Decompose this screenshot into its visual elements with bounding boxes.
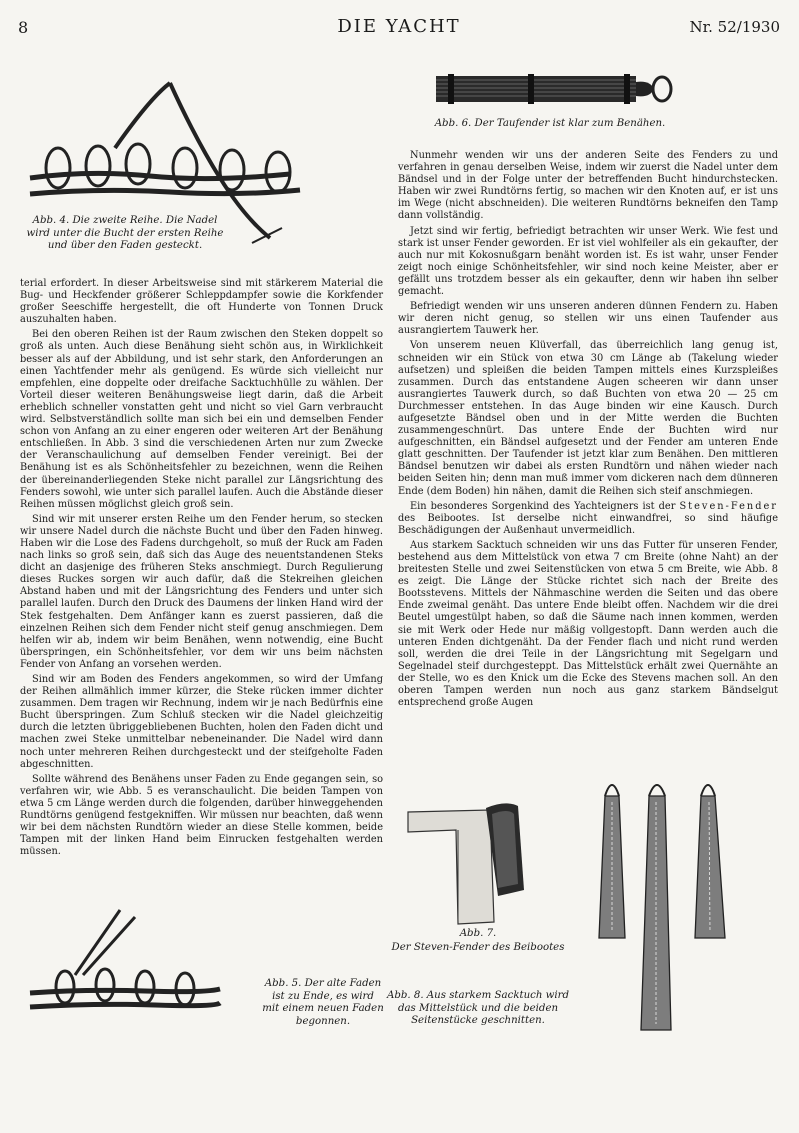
text-fragment: des Beibootes. Ist derselbe nicht einwandfrei, so sind häufige Beschädigungen der Außenhaut unvermeidlich. [398, 512, 778, 536]
caption-abb7-text: Der Steven-Fender des Beibootes [391, 942, 565, 953]
figure-8-illustration [585, 778, 765, 1033]
spaced-term: Steven-Fender [679, 500, 778, 512]
figure-6-illustration [428, 62, 678, 114]
left-column [20, 278, 383, 861]
journal-title: DIE YACHT [337, 16, 461, 37]
right-paragraph: Nunmehr wenden wir uns der anderen Seite des Fenders zu und verfahren in genau derselben Weise, indem wir zuerst die Nadel unter dem Bändsel und in der Folge unter der betreffenden Bucht hindurchstecken. Haben wir zwei Rundtörns fertig, so machen wir den Knoten auf, er ist uns im Wege (nicht abschneiden). Die weiteren Rundtörns bekneifen den Tamp dann vollständig. [398, 150, 778, 222]
right-paragraph: Von unserem neuen Klüverfall, das überreichlich lang genug ist, schneiden wir ein Stück von etwa 30 cm Länge ab (Takelung wieder aufsetzen) und spleißen die beiden Tampen mittels eines Kurzspleißes zusammen. Durch das entstandene Augen scheeren wir dann unser ausrangiertes Tauwerk durch, so daß Buchten von etwa 20 — 25 cm Durchmesser entstehen. In das Auge binden wir eine Kausch. Durch aufgesetzte Bändsel oben und in der Mitte werden die Buchten zusammengeschnürt. Das untere Ende der Buchten wird nur aufgeschnitten, ein Bändsel aufgesetzt und der Fender am unteren Ende glatt geschnitten. Der Taufender ist jetzt klar zum Benähen. Den mittleren Bändsel benutzen wir dabei als ersten Rundtörn und nähen wieder nach beiden Seiten hin; denn man muß immer vom dickeren nach dem dünneren Ende (dem Boden) hin nähen, damit die Reihen sich steif anschmiegen. [398, 340, 778, 497]
left-paragraph: Sollte während des Benähens unser Faden zu Ende gegangen sein, so verfahren wir, wie Abb. 5 es veranschaulicht. Die beiden Tampen von etwa 5 cm Länge werden durch die folgenden, darüber hinweggehenden Rundtörns genügend festgekniffen. Wir müssen nur beachten, daß wenn wir bei dem nächsten Rundtörn wieder an diese Stelle kommen, beide Tampen mit der linken Hand beim Einrucken festgehalten werden müssen. [20, 773, 383, 858]
caption-abb4: Abb. 4. Die zweite Reihe. Die Nadel wird unter die Bucht der ersten Reihe und über den Faden gesteckt. [26, 215, 224, 251]
figure-5-illustration [25, 905, 225, 1035]
caption-abb8: Abb. 8. Aus starkem Sacktuch wird das Mittelstück und die beiden Seitenstücke geschnitten. [386, 990, 570, 1026]
left-paragraph: Sind wir mit unserer ersten Reihe um den Fender herum, so stecken wir unsere Nadel durch die nächste Bucht und über den Faden hinweg. Haben wir die Lose des Fadens durchgeholt, so muß der Ruck am Faden nach links so groß sein, daß sich das Auge des neuentstandenen Steks dicht an dasjenige des früheren Steks anschmiegt. Durch Regulierung dieses Ruckes sorgen wir auch dafür, daß die Stekreihen gleichen Abstand haben und mit der Längsrichtung des Fenders und unter sich parallel laufen. Durch den Druck des Daumens der linken Hand wird der Stek festgehalten. Dem Anfänger kann es zuerst passieren, daß die einzelnen Reihen sich dem Fender nicht steif genug anschmiegen. Dem helfen wir ab, indem wir beim Benähen, wenn notwendig, eine Bucht überspringen, ein Schönheitsfehler, vor dem wir uns beim nächsten Fender von Anfang an vorsehen werden. [20, 513, 383, 670]
page-header [18, 14, 780, 40]
text-fragment: Ein besonderes Sorgenkind des Yachteigners ist der [410, 500, 676, 512]
right-column [398, 150, 778, 712]
right-paragraph [398, 501, 778, 537]
caption-abb7-title: Abb. 7. [459, 928, 497, 939]
figure-7-illustration [398, 800, 558, 930]
right-paragraph: Befriedigt wenden wir uns unseren anderen dünnen Fendern zu. Haben wir deren nicht genug, so stellen wir uns einen Taufender aus ausrangiertem Tauwerk her. [398, 301, 778, 337]
issue-number: Nr. 52/1930 [689, 18, 780, 36]
right-paragraph: Aus starkem Sacktuch schneiden wir uns das Futter für unseren Fender, bestehend aus dem Mittelstück von etwa 7 cm Breite (ohne Naht) an der breitesten Stelle und zwei Seitenstücken von etwa 5 cm Breite, wie Abb. 8 es zeigt. Die Länge der Stücke richtet sich nach der Breite des Bootsstevens. Mittels der Nähmaschine werden die Seiten und das obere Ende zweimal genäht. Das untere Ende bleibt offen. Nachdem wir die drei Beutel umgestülpt haben, so daß die Säume nach innen kommen, werden sie mit Werk oder Hede nur mäßig vollgestopft. Dann werden auch die unteren Enden dichtgenäht. Da der Fender flach und nicht rund werden soll, werden die drei Teile in der Längsrichtung mit Segelgarn und Segelnadel steif durchgesteppt. Das Mittelstück erhält zwei Quernähte an der Stelle, wo es den Knick um die Ecke des Stevens machen soll. An den oberen Tampen werden nun noch aus ganz starkem Bändselgut entsprechend große Augen [398, 539, 778, 709]
caption-abb5: Abb. 5. Der alte Faden ist zu Ende, es wird mit einem neuen Faden begonnen. [262, 978, 384, 1027]
page-number: 8 [18, 18, 29, 37]
right-paragraph: Jetzt sind wir fertig, befriedigt betrachten wir unser Werk. Wie fest und stark ist unser Fender geworden. Er ist viel wohlfeiler als ein gekaufter, der auch nur mit Kokosnußgarn benäht worden ist. Es ist wahr, unser Fender zeigt noch einige Schönheitsfehler, wir sind noch keine Meister, aber er gefällt uns trotzdem besser als ein gekaufter, denn wir haben ihn selber gemacht. [398, 225, 778, 298]
caption-abb6: Abb. 6. Der Taufender ist klar zum Benähen. [434, 118, 666, 129]
left-paragraph: Sind wir am Boden des Fenders angekommen, so wird der Umfang der Reihen allmählich immer kürzer, die Steke rücken immer dichter zusammen. Dem tragen wir Rechnung, indem wir je nach Bedürfnis eine Bucht überspringen. Zum Schluß stecken wir die Nadel gleichzeitig durch die letzten übriggebliebenen Buchten, holen den Faden dicht und machen zwei Steke unmittelbar nebeneinander. Die Nadel wird dann noch unter mehreren Reihen durchgesteckt und der steifgeholte Faden abgeschnitten. [20, 674, 383, 770]
left-paragraph: terial erfordert. In dieser Arbeitsweise sind mit stärkerem Material die Bug- und Heckfender größerer Schleppdampfer sowie die Korkfender großer Seeschiffe hergestellt, die oft Hunderte von Tonnen Druck auszuhalten haben. [20, 278, 383, 326]
left-paragraph: Bei den oberen Reihen ist der Raum zwischen den Steken doppelt so groß als unten. Auch diese Benähung sieht schön aus, in Wirklichkeit besser als auf der Abbildung, und ist sehr stark, den Anforderungen an einen Yachtfender mehr als genügend. Es würde sich vielleicht nur empfehlen, eine doppelte oder dreifache Sacktuchhülle zu wählen. Der Vorteil dieser weiteren Benähungsweise liegt darin, daß die Arbeit erheblich schneller vonstatten geht und nicht so viel Garn verbraucht wird. Selbstverständlich sollte man sich bei ein und demselben Fender schon von Anfang an zu einer engeren oder weiteren Art der Benähung entschließen. In Abb. 3 sind die verschiedenen Arten nur zum Zwecke der Veranschaulichung auf demselben Fender vereinigt. Bei der Benähung ist es als Schönheitsfehler zu bezeichnen, wenn die Reihen der übereinanderliegenden Steke nicht parallel zur Längsrichtung des Fenders sowohl, wie unter sich parallel laufen. Auch die Abstände dieser Reihen müssen möglichst gleich groß sein. [20, 329, 383, 510]
